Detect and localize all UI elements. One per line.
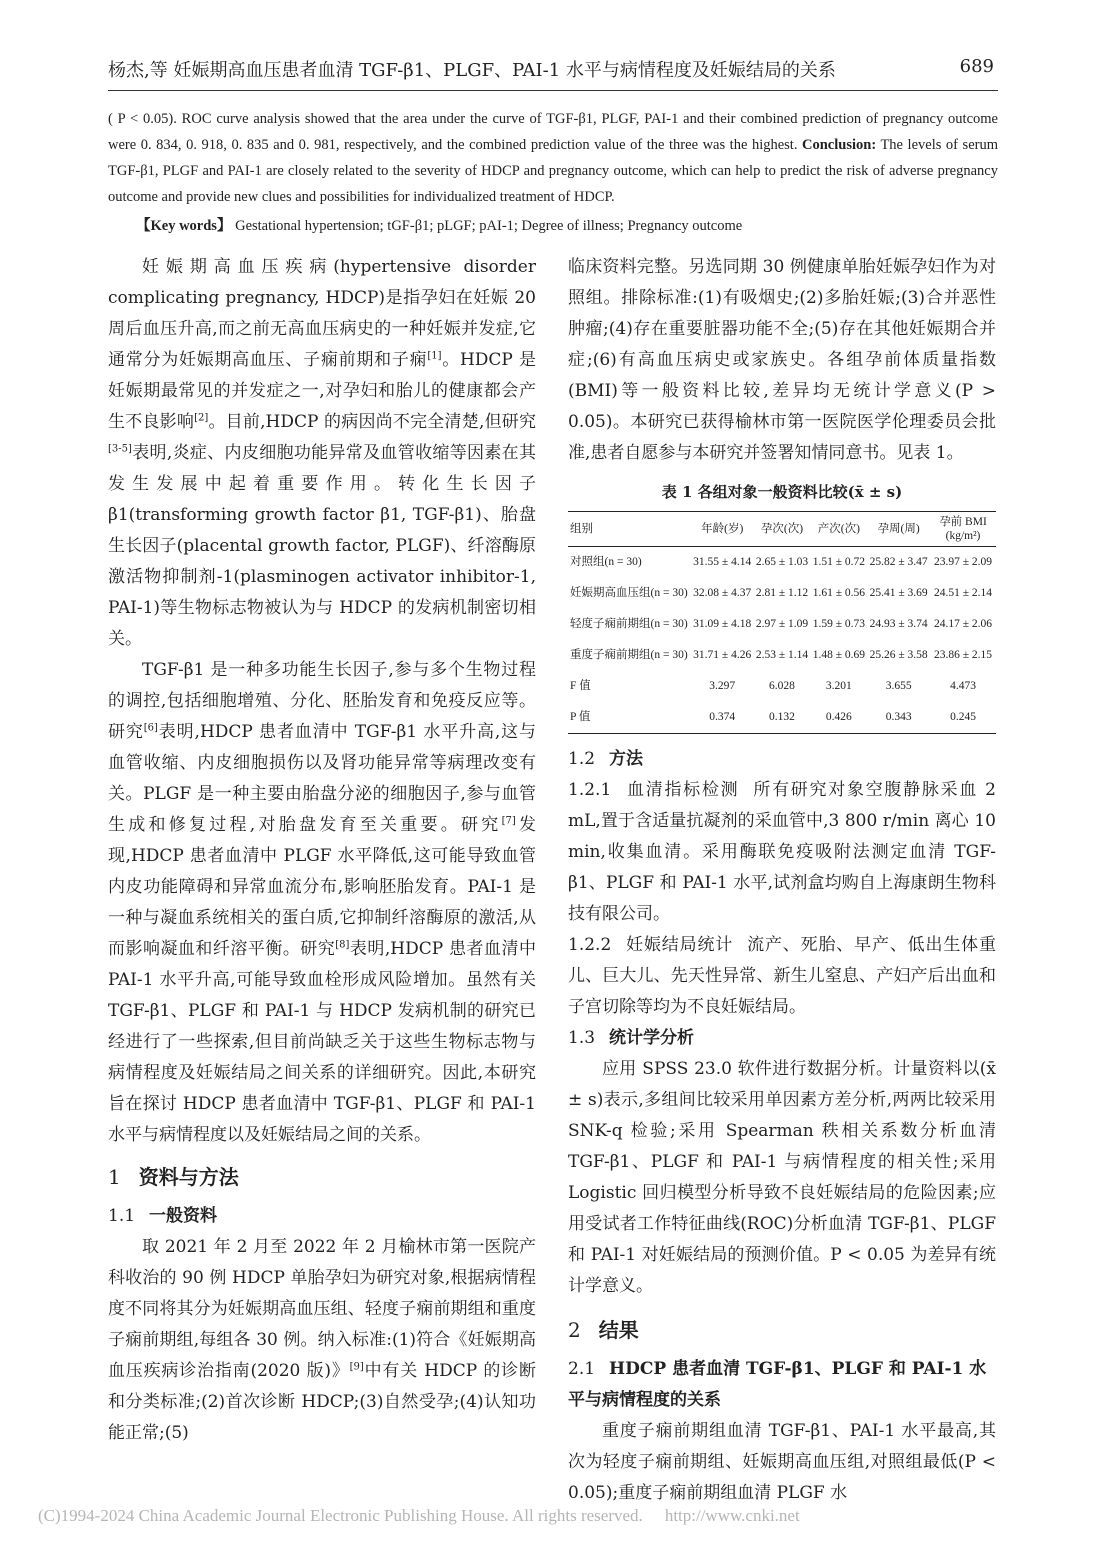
abstract-continuation — [108, 106, 998, 210]
table-cell: 23.97 ± 2.09 — [933, 556, 993, 568]
table-cell: 对照组(n = 30) — [570, 556, 642, 568]
footer-url[interactable]: http://www.cnki.net — [664, 1506, 800, 1525]
table-caption: 表 1 各组对象一般资料比较(x̄ ± s) — [661, 483, 903, 501]
copyright-text: (C)1994-2024 China Academic Journal Electronic Publishing House. All rights reserved. — [38, 1506, 643, 1525]
table-cell: 0.426 — [825, 711, 852, 723]
subsection-heading-1-3 — [568, 1023, 996, 1054]
table-cell: 25.41 ± 3.69 — [869, 587, 928, 599]
table-header: 年龄(岁) — [701, 523, 744, 535]
table-cell: 3.201 — [825, 680, 852, 692]
subsubsection-number: 1.2.1 — [568, 780, 612, 800]
table-cell: 0.374 — [709, 711, 736, 723]
text: 流产、死胎、早产、低出生体重儿、巨大儿、先天性异常、新生儿窒息、产妇产后出血和子宫切除等均为不良妊娠结局。 — [568, 935, 997, 1017]
table-cell: 0.343 — [885, 711, 912, 723]
methods-paragraph-4 — [568, 930, 996, 1023]
table-1 — [568, 511, 996, 734]
table-row — [568, 547, 996, 579]
table-cell: 25.82 ± 3.47 — [869, 556, 928, 568]
text: 中有关 HDCP 的诊断和分类标准;(2)首次诊断 HDCP;(3)自然受孕;(4)认知功能正常;(5) — [108, 1361, 536, 1443]
text: 表明,HDCP 患者血清中 TGF-β1 水平升高,这与血管收缩、内皮细胞损伤以及肾功能异常等病理改变有关。PLGF 是一种主要由胎盘分泌的细胞因子,参与血管生成和修复过程,对胎盘发育至关重要。研究 — [108, 722, 536, 835]
footer — [38, 1506, 800, 1526]
table-header: 孕次(次) — [760, 523, 804, 535]
section-title: 资料与方法 — [138, 1165, 239, 1189]
table-cell: 25.26 ± 3.58 — [869, 649, 928, 661]
text: 。HDCP 是妊娠期最常见的并发症之一,对孕妇和胎儿的健康都会产生不良影响 — [108, 350, 537, 432]
table-cell: 24.17 ± 2.06 — [933, 618, 993, 630]
table-cell: 2.65 ± 1.03 — [755, 556, 809, 568]
table-cell: 6.028 — [769, 680, 795, 692]
table-cell: 23.86 ± 2.15 — [933, 649, 993, 661]
table-header: 孕前 BMI (kg/m²) — [939, 516, 987, 542]
table-header: 产次(次) — [817, 523, 860, 535]
text: 发现,HDCP 患者血清中 PLGF 水平降低,这可能导致血管内皮功能障碍和异常血流分布,影响胚胎发育。PAI-1 是一种与凝血系统相关的蛋白质,它抑制纤溶酶原的激活,从而影响凝血和纤溶平衡。研究 — [108, 815, 537, 959]
subsection-number: 1.3 — [568, 1028, 596, 1048]
running-header — [108, 56, 998, 91]
citation[interactable]: [6] — [143, 722, 158, 734]
text: 表明,HDCP 患者血清中 PAI-1 水平升高,可能导致血栓形成风险增加。虽然有关 TGF-β1、PLGF 和 PAI-1 与 HDCP 发病机制的研究已经进行了一些探索,但目前尚缺乏关于这些生物标志物与病情程度及妊娠结局之间关系的详细研究。因此,本研究旨在探讨 HDCP 患者血清中 TGF-β1、PLGF 和 PAI-1 水平与病情程度以及妊娠结局之间的关系。 — [108, 939, 536, 1145]
results-paragraph-1: 重度子痫前期组血清 TGF-β1、PAI-1 水平最高,其次为轻度子痫前期组、妊娠期高血压组,对照组最低(P < 0.05);重度子痫前期组血清 PLGF 水 — [568, 1421, 996, 1503]
table-cell: 0.132 — [769, 711, 795, 723]
table-row — [568, 640, 996, 671]
methods-paragraph-2: 临床资料完整。另选同期 30 例健康单胎妊娠孕妇作为对照组。排除标准:(1)有吸烟史;(2)多胎妊娠;(3)合并恶性肿瘤;(4)存在重要脏器功能不全;(5)存在其他妊娠期合并症;(6)有高血压病史或家族史。各组孕前体质量指数(BMI)等一般资料比较,差异均无统计学意义(P > 0.05)。本研究已获得榆林市第一医院医学伦理委员会批准,患者自愿参与本研究并签署知情同意书。见表 1。 — [568, 257, 996, 463]
table-cell: 妊娠期高血压组(n = 30) — [570, 587, 688, 599]
table-header: 组别 — [570, 523, 593, 535]
table-header-row — [568, 512, 996, 547]
keywords — [136, 214, 996, 238]
table-cell: 0.245 — [950, 711, 976, 723]
table-cell: 2.53 ± 1.14 — [755, 649, 809, 661]
methods-paragraph-5: 应用 SPSS 23.0 软件进行数据分析。计量资料以(x̄ ± s)表示,多组间比较采用单因素方差分析,两两比较采用 SNK-q 检验;采用 Spearman 秩相关系数分析血清 TGF-β1、PLGF 和 PAI-1 与病情程度的相关性;采用 Logistic 回归模型分析导致不良妊娠结局的危险因素;应用受试者工作特征曲线(ROC)分析血清 TGF-β1、PLGF 和 PAI-1 对妊娠结局的预测价值。P < 0.05 为差异有统计学意义。 — [568, 1059, 996, 1296]
subsection-number: 1.1 — [108, 1206, 136, 1226]
section-number: 2 — [568, 1318, 581, 1342]
table-cell: 2.97 ± 1.09 — [755, 618, 809, 630]
section-title: 结果 — [598, 1318, 639, 1342]
subsection-heading-2-1 — [568, 1354, 996, 1416]
text: 。目前,HDCP 的病因尚不完全清楚,但研究 — [208, 412, 536, 432]
page-number: 689 — [959, 56, 994, 77]
table-cell: 重度子痫前期组(n = 30) — [570, 649, 688, 661]
table-cell: 轻度子痫前期组(n = 30) — [570, 618, 688, 630]
table-cell: 4.473 — [950, 680, 976, 692]
intro-paragraph-1 — [108, 252, 536, 655]
subsection-title: 方法 — [609, 749, 644, 769]
table-cell: 1.59 ± 0.73 — [812, 618, 866, 630]
citation[interactable]: [1] — [427, 350, 442, 362]
abstract-text-b: The levels of serum TGF-β1, PLGF and PAI-1 are closely related to the severity of HDCP and pregnancy outcome, which can help to predict the risk of adverse pregnancy outcome and provide new clues and possibilities for individualized treatment of HDCP. — [108, 137, 998, 205]
table-cell: 1.61 ± 0.56 — [812, 587, 866, 599]
table-cell: 1.51 ± 0.72 — [812, 556, 866, 568]
subsection-title: HDCP 患者血清 TGF-β1、PLGF 和 PAI-1 水平与病情程度的关系 — [568, 1359, 987, 1410]
running-title: 杨杰,等 妊娠期高血压患者血清 TGF-β1、PLGF、PAI-1 水平与病情程度及妊娠结局的关系 — [108, 60, 836, 81]
section-heading-2 — [568, 1314, 996, 1346]
text: 取 2021 年 2 月至 2022 年 2 月榆林市第一医院产科收治的 90 例 HDCP 单胎孕妇为研究对象,根据病情程度不同将其分为妊娠期高血压组、轻度子痫前期组和重度子痫前期组,每组各 30 例。纳入标准:(1)符合《妊娠期高血压疾病诊治指南(2020 版)》 — [108, 1237, 536, 1381]
table-row — [568, 702, 996, 734]
subsection-number: 2.1 — [568, 1359, 596, 1379]
table-row — [568, 671, 996, 702]
table-cell: 3.297 — [709, 680, 736, 692]
methods-paragraph-1 — [108, 1232, 536, 1449]
table-row — [568, 578, 996, 609]
subsubsection-number: 1.2.2 — [568, 935, 612, 955]
intro-paragraph-2 — [108, 655, 536, 1151]
table-cell: 31.71 ± 4.26 — [693, 649, 752, 661]
citation[interactable]: [7] — [501, 815, 516, 827]
text: TGF-β1 是一种多功能生长因子,参与多个生物过程的调控,包括细胞增殖、分化、胚胎发育和免疫反应等。研究 — [108, 660, 536, 742]
methods-paragraph-3 — [568, 775, 996, 930]
subsubsection-title: 妊娠结局统计 — [625, 935, 734, 955]
text: 表明,炎症、内皮细胞功能异常及血管收缩等因素在其发生发展中起着重要作用。转化生长因子 β1(transforming growth factor β1, TGF-β1)、胎盘生长因子(placental growth factor, PLGF)、纤溶酶原激活物抑制剂-1(plasminogen activator inhibitor-1, PAI-1)等生物标志物被认为与 HDCP 的发病机制密切相关。 — [108, 443, 536, 649]
subsubsection-title: 血清指标检测 — [625, 780, 740, 800]
table-header: 孕周(周) — [877, 523, 920, 535]
text: 所有研究对象空腹静脉采血 2 mL,置于含适量抗凝剂的采血管中,3 800 r/min 离心 10 min,收集血清。采用酶联免疫吸附法测定血清 TGF-β1、PLGF 和 PAI-1 水平,试剂盒均购自上海康朗生物科技有限公司。 — [568, 780, 996, 924]
subsection-heading-1-1 — [108, 1201, 536, 1232]
subsection-title: 统计学分析 — [609, 1028, 695, 1048]
table-row — [568, 609, 996, 640]
table-cell: P 值 — [570, 711, 591, 723]
section-number: 1 — [108, 1165, 121, 1189]
left-column — [108, 252, 536, 1449]
table-cell: 1.48 ± 0.69 — [812, 649, 866, 661]
subsection-heading-1-2 — [568, 744, 996, 775]
table-cell: 24.51 ± 2.14 — [933, 587, 993, 599]
table-cell: 2.81 ± 1.12 — [755, 587, 809, 599]
keywords-text: Gestational hypertension; tGF-β1; pLGF; pAI-1; Degree of illness; Pregnancy outcome — [231, 218, 743, 234]
table-cell: 31.09 ± 4.18 — [693, 618, 752, 630]
citation[interactable]: [3-5] — [108, 443, 132, 455]
section-heading-1 — [108, 1161, 536, 1193]
table-cell: 24.93 ± 3.74 — [869, 618, 928, 630]
table-cell: 32.08 ± 4.37 — [693, 587, 752, 599]
table-cell: F 值 — [570, 680, 591, 692]
keywords-label: 【Key words】 — [136, 218, 232, 234]
text: 妊娠期高血压疾病(hypertensive disorder complicating pregnancy, HDCP)是指孕妇在妊娠 20 周后血压升高,而之前无高血压病史的一种妊娠并发症,它通常分为妊娠期高血压、子痫前期和子痫 — [108, 257, 536, 370]
subsection-title: 一般资料 — [149, 1206, 218, 1226]
citation[interactable]: [9] — [349, 1361, 364, 1373]
subsection-number: 1.2 — [568, 749, 596, 769]
abstract-text-a: ( P < 0.05). ROC curve analysis showed that the area under the curve of TGF-β1, PLGF, PAI-1 and their combined prediction of pregnancy outcome were 0. 834, 0. 918, 0. 835 and 0. 981, respectively, and the combined prediction value of the three was the highest. — [108, 111, 998, 153]
citation[interactable]: [2] — [194, 412, 209, 424]
table-cell: 31.55 ± 4.14 — [693, 556, 752, 568]
right-column — [568, 252, 996, 1509]
citation[interactable]: [8] — [335, 939, 350, 951]
conclusion-label: Conclusion: — [802, 137, 877, 153]
table-cell: 3.655 — [885, 680, 912, 692]
